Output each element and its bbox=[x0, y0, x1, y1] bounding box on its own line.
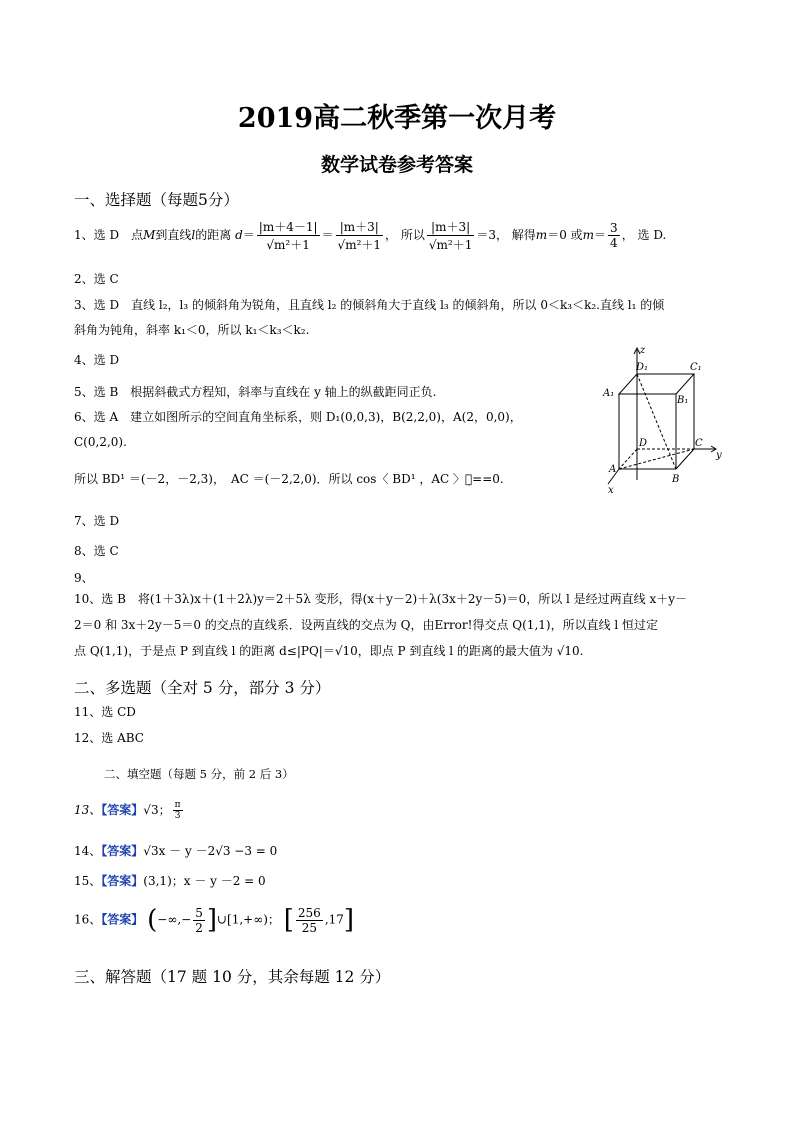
answer-q7: 7、选 D bbox=[74, 514, 120, 528]
q1-m: M bbox=[143, 228, 156, 242]
answer-q11: 11、选 CD bbox=[74, 705, 136, 719]
label-C: C bbox=[695, 438, 703, 449]
q1-eq3: ＝3， 解得 bbox=[476, 228, 536, 242]
label-z: z bbox=[640, 345, 646, 356]
answer-q10-line2: 2＝0 和 3x＋2y－5＝0 的交点的直线系．设两直线的交点为 Q，由Error!得交点 Q(1,1)，所以直线 l 恒过定 bbox=[74, 618, 659, 632]
label-x: x bbox=[608, 485, 614, 494]
answer-q5: 5、选 B 根据斜截式方程知，斜率与直线在 y 轴上的纵截距同正负. bbox=[74, 385, 437, 399]
label-A1: A₁ bbox=[603, 388, 615, 399]
answer-q6-line1: 6、选 A 建立如图所示的空间直角坐标系，则 D₁(0,0,3)，B(2,2,0)，A(2，0,0)， bbox=[74, 410, 522, 424]
answer-q3-line1: 3、选 D 直线 l₂，l₃ 的倾斜角为锐角，且直线 l₂ 的倾斜角大于直线 l₃ 的倾斜角，所以 0＜k₃＜k₂.直线 l₁ 的倾 bbox=[74, 298, 665, 312]
page-title: 2019高二秋季第一次月考 bbox=[237, 103, 557, 134]
answer-q15: 15、【答案】(3,1)；x － y －2 = 0 bbox=[74, 874, 266, 888]
q1-prefix: 1、选 D 点 bbox=[74, 228, 144, 242]
top-face bbox=[619, 374, 694, 394]
answer-q2: 2、选 C bbox=[74, 272, 119, 286]
q1-so: ， 所以 bbox=[385, 228, 425, 242]
section-fill-heading: 二、填空题（每题 5 分，前 2 后 3） bbox=[104, 767, 294, 781]
q1-l: l bbox=[191, 228, 196, 242]
label-D: D bbox=[639, 438, 648, 449]
answer-q16: 16、【答案】 (−∞,− $\frac{5}{2}$ ]∪[1,+∞)； [ $\frac{256}{25}$ ,17] bbox=[74, 905, 355, 935]
q16-frac2: $\frac{256}{25}$ bbox=[297, 905, 321, 935]
answer-q13: 13、【答案】√3； $\frac{\pi}{3}$ bbox=[74, 800, 181, 821]
answer-tag: 【答案】 bbox=[101, 844, 144, 858]
section-solution-heading: 三、解答题（17 题 10 分，其余每题 12 分） bbox=[74, 968, 391, 986]
q1-frac3: $\frac{|m+3|}{\text{√m²＋1}}$ bbox=[428, 220, 473, 252]
label-B: B bbox=[672, 474, 680, 485]
answer-q1: 1、选 D 点M到直线l的距离 d＝ $\frac{|m+4-1|}{\text{√m²＋1}}$ ＝ $\frac{|m+3|}{\text{√m²＋1}}$ ， 所以 $\frac{|m+3|}{\text{√m²＋1}}$ ＝3， 解得m＝0 或m＝ $\frac{3}{4}$ ， 选 D. bbox=[74, 220, 667, 252]
page-subtitle: 数学试卷参考答案 bbox=[320, 154, 473, 176]
answer-q3-line2: 斜角为钝角，斜率 k₁＜0，所以 k₁＜k₃＜k₂. bbox=[74, 323, 310, 337]
answer-q10-line3: 点 Q(1,1)，于是点 P 到直线 l 的距离 d≤|PQ|＝√10，即点 P 到直线 l 的距离的最大值为 √10. bbox=[74, 644, 584, 658]
q1-frac2: $\frac{|m+3|}{\text{√m²＋1}}$ bbox=[337, 220, 382, 252]
label-C1: C₁ bbox=[690, 362, 702, 373]
q13-frac: $\frac{\pi}{3}$ bbox=[174, 800, 181, 821]
cube-figure bbox=[600, 344, 725, 494]
answer-q12: 12、选 ABC bbox=[74, 731, 144, 745]
answer-tag: 【答案】 bbox=[101, 874, 144, 888]
answer-tag: 【答案】 bbox=[101, 803, 144, 817]
q16-frac1: $\frac{5}{2}$ bbox=[195, 905, 203, 935]
q1-dist: 的距离 bbox=[195, 228, 232, 242]
q1-frac1: $\frac{|m+4-1|}{\text{√m²＋1}}$ bbox=[258, 220, 318, 252]
answer-q6-line2: C(0,2,0). bbox=[74, 435, 127, 449]
label-B1: B₁ bbox=[677, 395, 689, 406]
q1-d: d bbox=[235, 228, 243, 242]
answer-q4: 4、选 D bbox=[74, 353, 120, 367]
label-y: y bbox=[716, 450, 722, 461]
label-D1: D₁ bbox=[636, 362, 649, 373]
answer-q6-line3: 所以 BD¹ ＝(－2，－2,3)， AC ＝(－2,2,0)．所以 cos〈 BD¹ ，AC 〉＝̣==0. bbox=[74, 472, 504, 486]
answer-q8: 8、选 C bbox=[74, 544, 119, 558]
answer-q9: 9、 bbox=[74, 571, 94, 585]
answer-tag: 【答案】 bbox=[101, 912, 144, 927]
answer-q10-line1: 10、选 B 将(1＋3λ)x＋(1＋2λ)y＝2＋5λ 变形，得(x＋y－2)＋λ(3x＋2y－5)＝0，所以 l 是经过两直线 x＋y－ bbox=[74, 592, 688, 606]
section-multi-heading: 二、多选题（全对 5 分，部分 3 分） bbox=[74, 679, 331, 697]
q1-mid: 到直线 bbox=[155, 228, 192, 242]
section-choice-heading: 一、选择题（每题5分） bbox=[74, 191, 239, 209]
answer-q14: 14、【答案】√3x － y －2√3 −3 = 0 bbox=[74, 844, 278, 858]
label-A: A bbox=[609, 464, 617, 475]
q1-frac4: $\frac{3}{4}$ bbox=[610, 221, 618, 250]
